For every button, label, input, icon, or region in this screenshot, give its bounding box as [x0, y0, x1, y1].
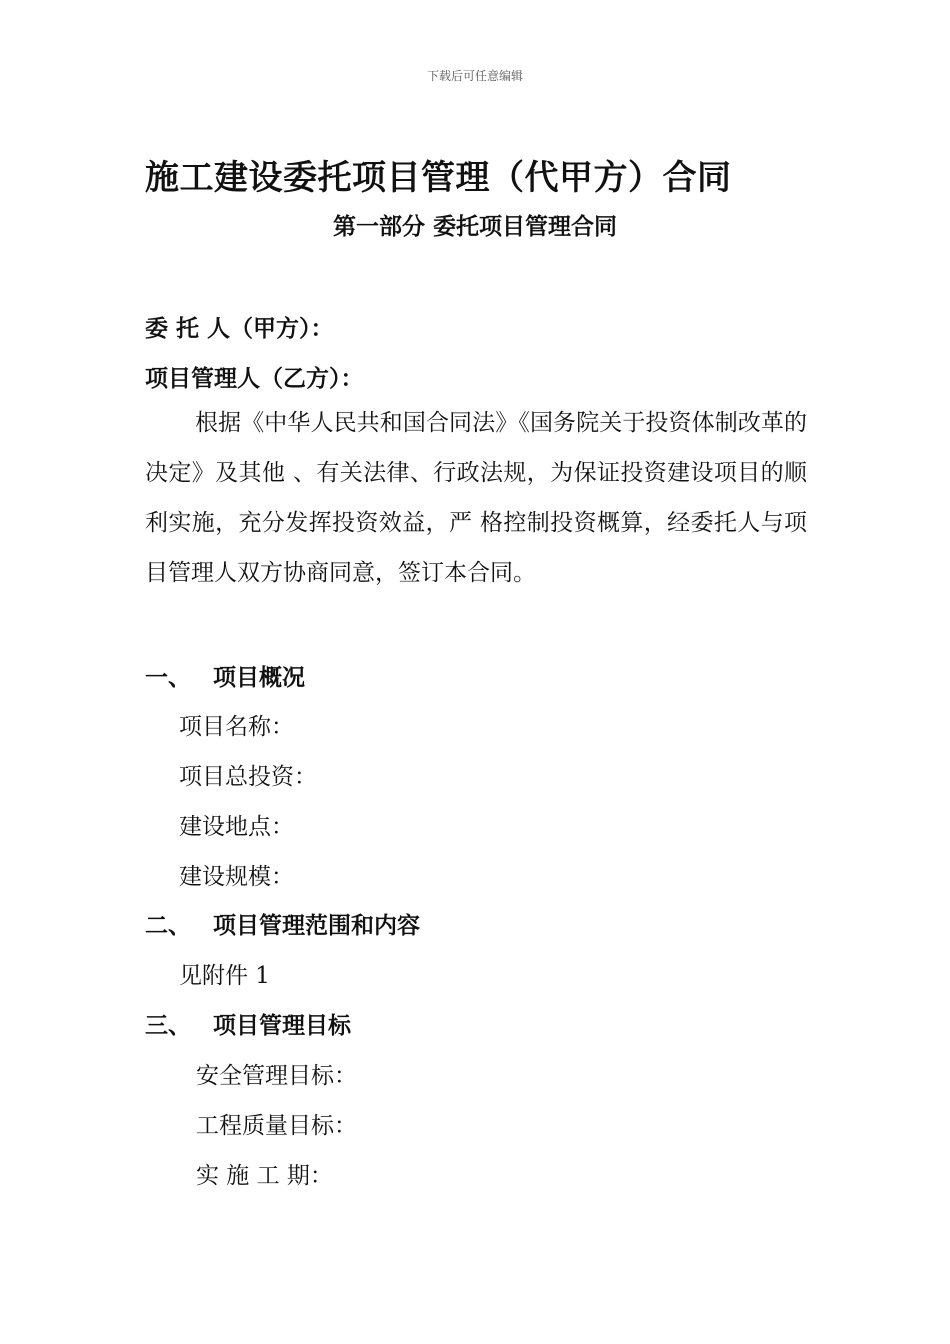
- list-item: 安全管理目标：: [196, 1063, 357, 1089]
- section-heading: [145, 907, 420, 940]
- section-number: 二、: [145, 912, 191, 939]
- section-title: 项目管理范围和内容: [213, 912, 420, 939]
- list-item: 见附件 1: [179, 963, 270, 989]
- document-title: 施工建设委托项目管理（代甲方）合同: [145, 158, 732, 198]
- party-a-label: 委 托 人（甲方）：: [145, 315, 334, 342]
- section-number: 一、: [145, 664, 191, 691]
- section-heading: [145, 659, 305, 692]
- list-item: 工程质量目标：: [196, 1113, 357, 1139]
- list-item: 项目总投资：: [179, 764, 317, 790]
- list-item: 项目名称：: [179, 714, 294, 740]
- list-item: 建设地点：: [179, 814, 294, 840]
- party-b-label: 项目管理人（乙方）：: [145, 365, 364, 392]
- section-heading: [145, 1007, 351, 1040]
- section-number: 三、: [145, 1012, 191, 1039]
- list-item: 建设规模：: [179, 864, 294, 890]
- section-title: 项目管理目标: [213, 1012, 351, 1039]
- header-note: 下载后可任意编辑: [426, 69, 523, 83]
- document-subtitle: 第一部分 委托项目管理合同: [332, 213, 617, 240]
- list-item: 实 施 工 期：: [196, 1163, 333, 1189]
- intro-paragraph: 根据《中华人民共和国合同法》《国务院关于投资体制改革的决定》及其他 、有关法律、行政法规，为保证投资建设项目的顺利实施，充分发挥投资效益，严 格控制投资概算，经委托人与项目管理人双方协商同意，签订本合同。: [145, 410, 807, 586]
- section-title: 项目概况: [213, 664, 305, 691]
